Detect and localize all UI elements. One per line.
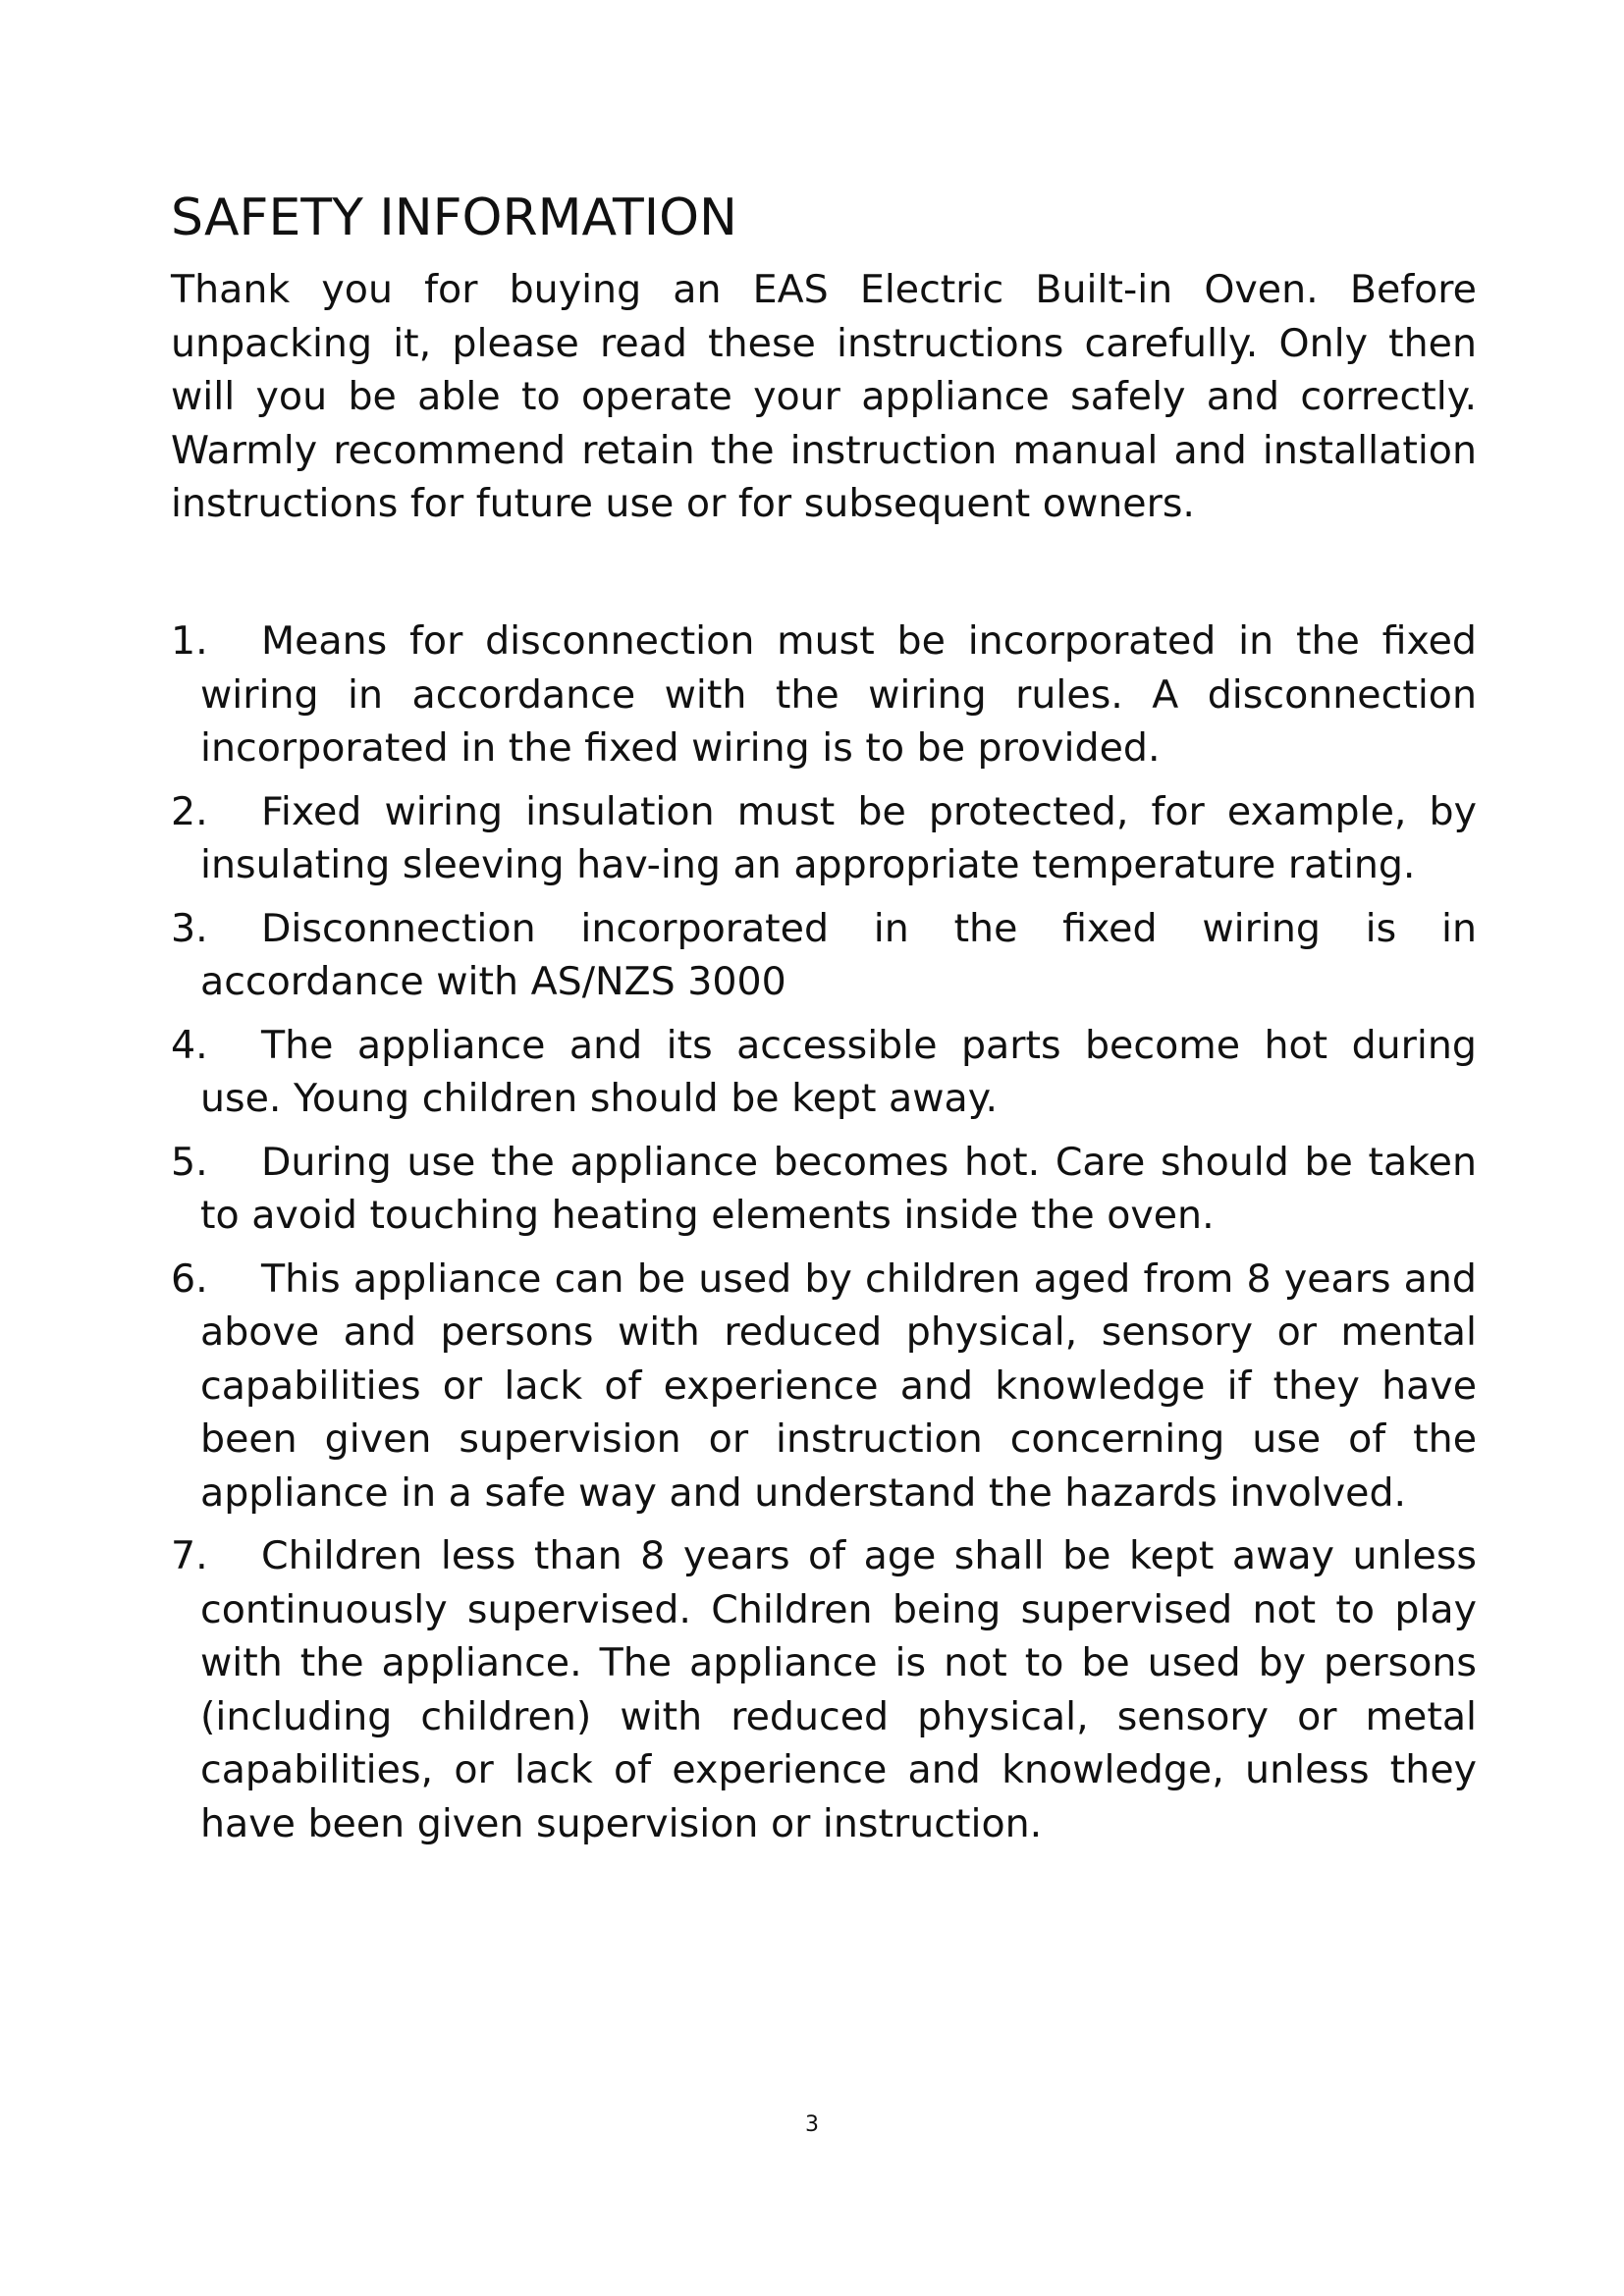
page-number: 3 [805, 2112, 819, 2137]
document-page [171, 187, 1477, 1846]
list-item [171, 785, 1477, 892]
list-item-number: 4. [171, 1022, 208, 1068]
list-item-number: 1. [171, 618, 208, 664]
list-item-number: 7. [171, 1533, 208, 1578]
list-item-text: This appliance can be used by children aged from 8 years and above and persons with reduced physical, sensory or mental capabilities or lack of experience and knowledge if they have been given supervision or instruction concerning use of the appliance in a safe way and understand the hazards involved. [200, 1255, 1477, 1516]
list-item [171, 1019, 1477, 1126]
list-item-text: Children less than 8 years of age shall be kept away unless continuously supervised. Children being supervised not to play with the appliance. The appliance is not to be used by persons (including children) with reduced physical, sensory or metal capabilities, or lack of experience and knowledge, unless they have been given supervision or instruction. [200, 1533, 1477, 1846]
list-item-text: During use the appliance becomes hot. Care should be taken to avoid touching heating elements inside the oven. [200, 1139, 1477, 1238]
list-item [171, 1136, 1477, 1243]
list-item-text: Means for disconnection must be incorporated in the fixed wiring in accordance with the wiring rules. A disconnection incorporated in the fixed wiring is to be provided. [200, 618, 1477, 771]
list-item-number: 6. [171, 1255, 208, 1302]
page-title: SAFETY INFORMATION [171, 188, 737, 247]
safety-list [171, 614, 1477, 1860]
list-item [171, 902, 1477, 1009]
list-item-text: Fixed wiring insulation must be protected, for example, by insulating sleeving hav-ing an appropriate temperature rating. [200, 788, 1477, 887]
list-item-text: The appliance and its accessible parts become hot during use. Young children should be kept away. [200, 1022, 1477, 1121]
list-item-number: 2. [171, 788, 208, 834]
list-item [171, 614, 1477, 775]
list-item [171, 1529, 1477, 1850]
list-item [171, 1253, 1477, 1521]
list-item-text: Disconnection incorporated in the fixed wiring is in accordance with AS/NZS 3000 [200, 905, 1477, 1004]
intro-paragraph: Thank you for buying an EAS Electric Built-in Oven. Before unpacking it, please read these instructions carefully. Only then will you be able to operate your appliance safely and correctly. Warmly recommend retain the instruction manual and installation instructions for future use or for subsequent owners. [171, 267, 1477, 526]
list-item-number: 3. [171, 905, 208, 951]
list-item-number: 5. [171, 1139, 208, 1185]
